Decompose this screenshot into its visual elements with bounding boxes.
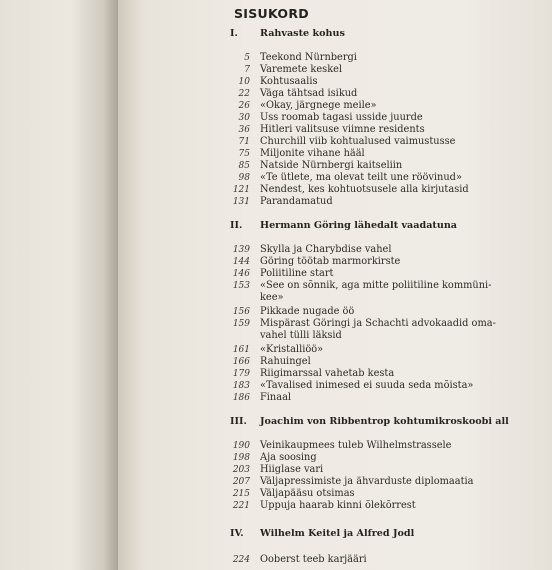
entry-title: Nendest, kes kohtuotsusele alla kirjutasid bbox=[260, 184, 469, 195]
entry-title: «See on sõnnik, aga mitte poliitiline kommüni-kee» bbox=[260, 280, 492, 303]
table-of-contents bbox=[118, 0, 552, 570]
section-title: Joachim von Ribbentrop kohtumikroskoobi all bbox=[260, 416, 509, 427]
entry-title: Uss roomab tagasi usside juurde bbox=[260, 112, 423, 123]
entry-title: Uppuja haarab kinni õlekõrrest bbox=[260, 500, 416, 511]
entry-title: Churchill viib kohtualused vaimustusse bbox=[260, 136, 456, 147]
page-number: 190 bbox=[232, 441, 250, 451]
page-number: 22 bbox=[238, 89, 250, 99]
section-number: I. bbox=[230, 28, 238, 39]
section-heading bbox=[230, 416, 509, 427]
entry-title: Teekond Nürnbergi bbox=[260, 52, 357, 63]
page-number: 10 bbox=[238, 77, 250, 87]
page-number: 203 bbox=[232, 465, 250, 475]
entry-title: Veinikaupmees tuleb Wilhelmstrassele bbox=[260, 440, 452, 451]
left-page-edge bbox=[0, 0, 118, 570]
entry-title: Varemete keskel bbox=[260, 64, 343, 75]
section-number: II. bbox=[230, 220, 243, 231]
entry-title: Rahuingel bbox=[260, 356, 311, 367]
page-number: 98 bbox=[238, 173, 250, 183]
page-number: 30 bbox=[238, 113, 250, 123]
entry-title: Finaal bbox=[260, 392, 292, 403]
page-number: 159 bbox=[232, 319, 250, 329]
page-number: 7 bbox=[244, 65, 250, 75]
page-number: 183 bbox=[232, 381, 250, 391]
section-heading bbox=[230, 28, 345, 39]
page-number: 224 bbox=[232, 555, 250, 565]
page-number: 139 bbox=[232, 245, 250, 255]
entry-title: Skylla ja Charybdise vahel bbox=[260, 244, 392, 255]
page-number: 198 bbox=[232, 453, 250, 463]
page-title: SISUKORD bbox=[234, 6, 309, 21]
page-number: 161 bbox=[232, 345, 250, 355]
section-title: Hermann Göring lähedalt vaadatuna bbox=[260, 220, 458, 231]
entry-title: Poliitiline start bbox=[260, 268, 334, 279]
page-number: 71 bbox=[238, 137, 250, 147]
section-title: Wilhelm Keitel ja Alfred Jodl bbox=[260, 528, 415, 539]
entry-title: «Tavalised inimesed ei suuda seda mõista» bbox=[260, 380, 474, 391]
entry-title: «Te ütlete, ma olevat teilt une röövinud» bbox=[260, 172, 462, 183]
page-number: 221 bbox=[232, 501, 250, 511]
book-page bbox=[118, 0, 552, 570]
page-number: 26 bbox=[238, 101, 250, 111]
entry-title: Väga tähtsad isikud bbox=[260, 88, 358, 99]
entry-title: Väljapressimiste ja ähvarduste diplomaatia bbox=[260, 476, 474, 487]
entry-title: Natside Nürnbergi kaitseliin bbox=[260, 160, 403, 171]
section-number: IV. bbox=[230, 528, 244, 539]
entry-title: Mispärast Göringi ja Schachti advokaadid oma-vahel tülli läksid bbox=[260, 318, 496, 341]
page-number: 5 bbox=[244, 53, 250, 63]
section-title: Rahvaste kohus bbox=[260, 28, 345, 39]
page-number: 36 bbox=[238, 125, 250, 135]
entry-title: Parandamatud bbox=[260, 196, 333, 207]
page-number: 215 bbox=[232, 489, 250, 499]
entry-title: Hitleri valitsuse viimne residents bbox=[260, 124, 425, 135]
entry-title: Kohtusaalis bbox=[260, 76, 318, 87]
page-number: 131 bbox=[232, 197, 250, 207]
entry-title: «Okay, järgnege meile» bbox=[260, 100, 377, 111]
entry-title: Aja soosing bbox=[260, 452, 317, 463]
page-number: 179 bbox=[232, 369, 250, 379]
page-number: 186 bbox=[232, 393, 250, 403]
page-number: 146 bbox=[232, 269, 250, 279]
section-number: III. bbox=[230, 416, 247, 427]
entry-title: Göring töötab marmorkirste bbox=[260, 256, 401, 267]
entry-title: Väljapääsu otsimas bbox=[260, 488, 355, 499]
page-number: 144 bbox=[232, 257, 250, 267]
section-heading bbox=[230, 528, 414, 539]
page-number: 153 bbox=[232, 281, 250, 291]
page-number: 75 bbox=[238, 149, 250, 159]
entry-title: Pikkade nugade öö bbox=[260, 306, 355, 317]
entry-title: Ooberst teeb karjääri bbox=[260, 554, 367, 565]
entry-title: Hiiglase vari bbox=[260, 464, 324, 475]
page-number: 166 bbox=[232, 357, 250, 367]
entry-title: «Kristalliöö» bbox=[260, 344, 324, 355]
page-number: 207 bbox=[232, 477, 250, 487]
page-number: 121 bbox=[232, 185, 250, 195]
section-heading bbox=[230, 220, 457, 231]
entry-title: Miljonite vihane hääl bbox=[260, 148, 365, 159]
page-number: 156 bbox=[232, 307, 250, 317]
entry-title: Riigimarssal vahetab kesta bbox=[260, 368, 395, 379]
page-number: 85 bbox=[238, 161, 250, 171]
